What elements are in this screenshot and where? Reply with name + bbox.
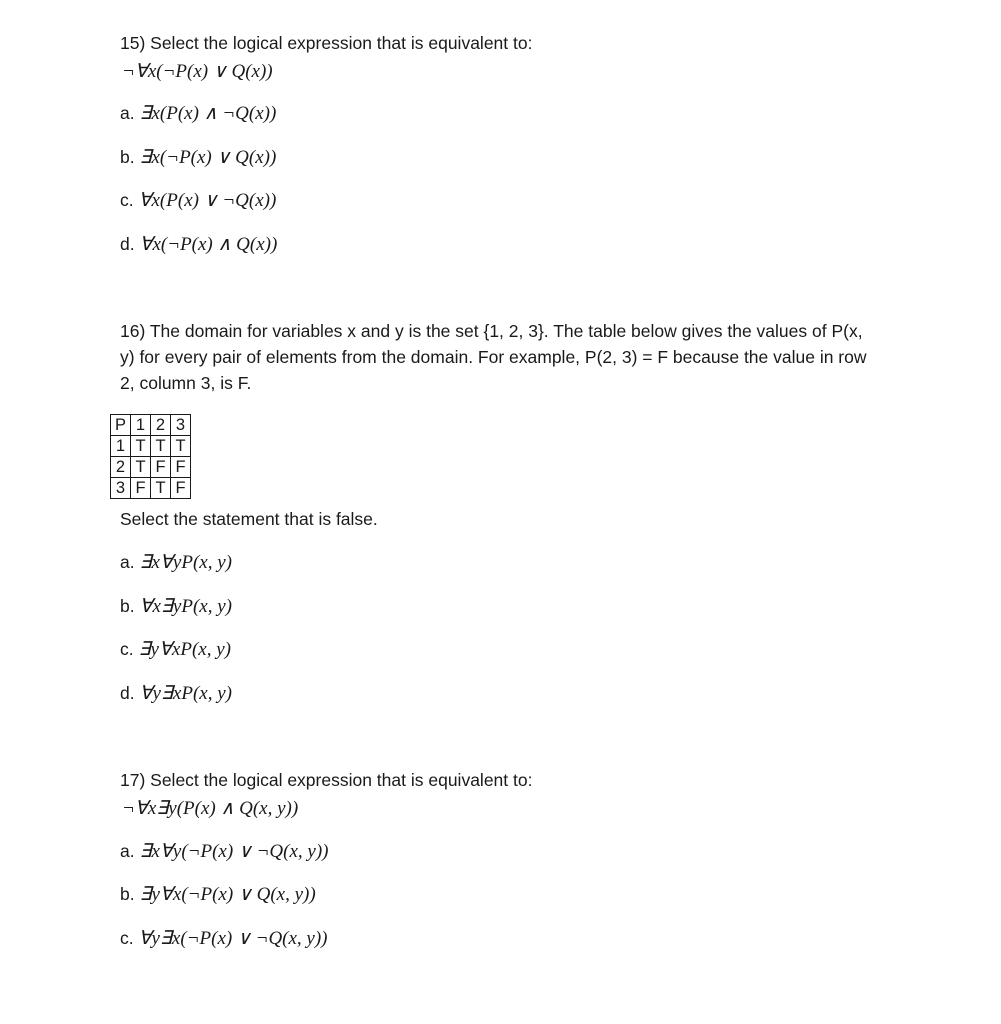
option-label: d. — [120, 234, 135, 254]
option-expression: ∃x(¬P(x) ∨ Q(x)) — [139, 147, 277, 168]
q15-option-a[interactable] — [120, 102, 276, 125]
q17-option-a[interactable] — [120, 840, 329, 863]
table-cell: T — [151, 478, 171, 499]
option-label: a. — [120, 103, 135, 123]
option-expression: ∃x∀y(¬P(x) ∨ ¬Q(x, y)) — [139, 841, 329, 862]
table-row — [111, 436, 191, 457]
option-label: c. — [120, 928, 134, 948]
q17-option-c[interactable] — [120, 927, 328, 950]
q17-stem: 17) Select the logical expression that is equivalent to: — [120, 770, 533, 790]
table-cell: P — [111, 415, 131, 436]
option-label: b. — [120, 884, 135, 904]
option-expression: ∀x(P(x) ∨ ¬Q(x)) — [138, 190, 277, 211]
table-cell: 1 — [111, 436, 131, 457]
table-cell: T — [131, 457, 151, 478]
p-truth-table — [110, 414, 191, 499]
table-cell: T — [171, 436, 191, 457]
q16-option-a[interactable] — [120, 551, 232, 574]
table-header-row — [111, 415, 191, 436]
table-cell: F — [151, 457, 171, 478]
option-expression: ∃y∀xP(x, y) — [138, 639, 231, 660]
option-label: b. — [120, 596, 135, 616]
option-expression: ∃x(P(x) ∧ ¬Q(x)) — [139, 103, 277, 124]
q17-option-b[interactable] — [120, 883, 316, 906]
q15-option-b[interactable] — [120, 146, 276, 169]
table-cell: 2 — [151, 415, 171, 436]
table-cell: 3 — [111, 478, 131, 499]
q15-expression: ¬∀x(¬P(x) ∨ Q(x)) — [122, 61, 273, 82]
table-cell: T — [131, 436, 151, 457]
table-row — [111, 478, 191, 499]
q15-stem: 15) Select the logical expression that is equivalent to: — [120, 33, 533, 53]
option-expression: ∀x(¬P(x) ∧ Q(x)) — [139, 234, 278, 255]
table-row — [111, 457, 191, 478]
option-expression: ∀x∃yP(x, y) — [139, 596, 232, 617]
option-expression: ∀y∃xP(x, y) — [139, 683, 232, 704]
option-label: b. — [120, 147, 135, 167]
table-cell: F — [171, 478, 191, 499]
q17-expression: ¬∀x∃y(P(x) ∧ Q(x, y)) — [122, 798, 299, 819]
option-label: c. — [120, 639, 134, 659]
table-cell: 2 — [111, 457, 131, 478]
table-cell: T — [151, 436, 171, 457]
q16-stem: 16) The domain for variables x and y is the set {1, 2, 3}. The table below gives the values of P(x, y) for every pair of elements from the domain. For example, P(2, 3) = F because the value in row 2, column 3, is F. — [120, 321, 867, 393]
q16-option-d[interactable] — [120, 682, 232, 705]
option-expression: ∀y∃x(¬P(x) ∨ ¬Q(x, y)) — [138, 928, 328, 949]
q16-prompt: Select the statement that is false. — [120, 509, 378, 529]
table-cell: 3 — [171, 415, 191, 436]
option-label: a. — [120, 841, 135, 861]
option-expression: ∃x∀yP(x, y) — [139, 552, 232, 573]
q16-option-c[interactable] — [120, 638, 231, 661]
table-cell: F — [171, 457, 191, 478]
table-cell: F — [131, 478, 151, 499]
table-cell: 1 — [131, 415, 151, 436]
q15-option-c[interactable] — [120, 189, 276, 212]
option-expression: ∃y∀x(¬P(x) ∨ Q(x, y)) — [139, 884, 316, 905]
option-label: c. — [120, 190, 134, 210]
option-label: d. — [120, 683, 135, 703]
option-label: a. — [120, 552, 135, 572]
q15-option-d[interactable] — [120, 233, 277, 256]
q16-option-b[interactable] — [120, 595, 232, 618]
